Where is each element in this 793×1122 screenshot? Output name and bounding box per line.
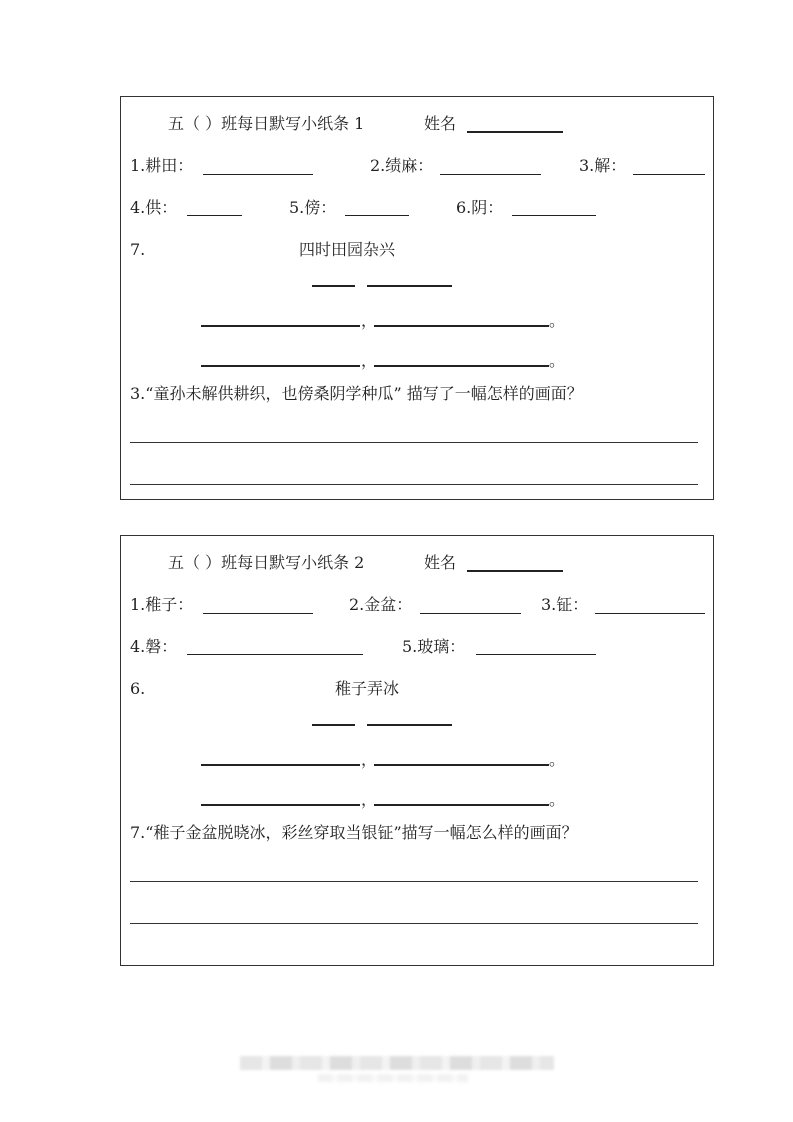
period: 。 xyxy=(549,311,566,330)
poem-line-3-blank[interactable] xyxy=(201,365,360,367)
dictation-slip-2 xyxy=(120,535,714,966)
question-3-label: 3.解： xyxy=(579,156,627,175)
question-2-label: 2.绩麻： xyxy=(370,156,434,175)
question-4-label: 4.磐： xyxy=(130,637,178,656)
question-5-label: 5.傍： xyxy=(289,198,337,217)
slip-title: 五（ ）班每日默写小纸条 1 xyxy=(168,114,365,133)
question-6-blank[interactable] xyxy=(512,215,596,216)
poem-line-2-blank[interactable] xyxy=(374,764,549,766)
question-2-blank[interactable] xyxy=(440,174,541,175)
poem-title: 稚子弄冰 xyxy=(335,679,400,698)
blurred-footer-watermark xyxy=(240,1056,554,1070)
question-3-label: 3.钲： xyxy=(541,595,589,614)
answer-line-2[interactable] xyxy=(130,484,698,485)
period: 。 xyxy=(549,750,566,769)
name-blank[interactable] xyxy=(467,131,563,133)
slip-title: 五（ ）班每日默写小纸条 2 xyxy=(168,553,365,572)
poem-line-2-blank[interactable] xyxy=(374,325,549,327)
dynasty-blank[interactable] xyxy=(312,724,355,726)
name-label: 姓名 xyxy=(424,553,457,572)
author-blank[interactable] xyxy=(367,724,452,726)
poem-line-1-blank[interactable] xyxy=(201,764,360,766)
answer-line-1[interactable] xyxy=(130,442,698,443)
poem-line-4-blank[interactable] xyxy=(374,804,549,806)
description-question: 7.“稚子金盆脱晓冰，彩丝穿取当银钲”描写一幅怎么样的画面？ xyxy=(130,823,578,842)
question-3-blank[interactable] xyxy=(633,174,705,175)
period: 。 xyxy=(549,351,566,370)
poem-line-1-blank[interactable] xyxy=(201,325,360,327)
comma: ， xyxy=(361,750,378,769)
question-3-blank[interactable] xyxy=(595,613,705,614)
poem-line-4-blank[interactable] xyxy=(374,365,549,367)
author-blank[interactable] xyxy=(367,285,452,287)
question-6-label: 6.阴： xyxy=(456,198,504,217)
name-blank[interactable] xyxy=(467,570,563,572)
question-1-label: 1.耕田： xyxy=(130,156,194,175)
question-7-number: 7. xyxy=(130,240,146,259)
poem-title: 四时田园杂兴 xyxy=(299,240,396,259)
question-2-label: 2.金盆： xyxy=(349,595,413,614)
poem-line-3-blank[interactable] xyxy=(201,804,360,806)
question-2-blank[interactable] xyxy=(420,613,521,614)
question-6-number: 6. xyxy=(130,679,146,698)
dictation-slip-1 xyxy=(120,96,714,500)
comma: ， xyxy=(361,351,378,370)
question-4-blank[interactable] xyxy=(187,654,363,655)
question-5-blank[interactable] xyxy=(345,215,409,216)
answer-line-2[interactable] xyxy=(130,923,698,924)
dynasty-blank[interactable] xyxy=(312,285,355,287)
question-4-blank[interactable] xyxy=(187,215,242,216)
description-question: 3.“童孙未解供耕织，也傍桑阴学种瓜” 描写了一幅怎样的画面？ xyxy=(130,384,583,403)
question-4-label: 4.供： xyxy=(130,198,178,217)
blurred-footer-watermark-sub xyxy=(318,1074,468,1082)
question-1-blank[interactable] xyxy=(203,174,313,175)
answer-line-1[interactable] xyxy=(130,881,698,882)
name-label: 姓名 xyxy=(424,114,457,133)
question-5-blank[interactable] xyxy=(476,654,596,655)
question-5-label: 5.玻璃： xyxy=(402,637,466,656)
comma: ， xyxy=(361,790,378,809)
period: 。 xyxy=(549,790,566,809)
question-1-blank[interactable] xyxy=(203,613,313,614)
comma: ， xyxy=(361,311,378,330)
question-1-label: 1.稚子： xyxy=(130,595,194,614)
